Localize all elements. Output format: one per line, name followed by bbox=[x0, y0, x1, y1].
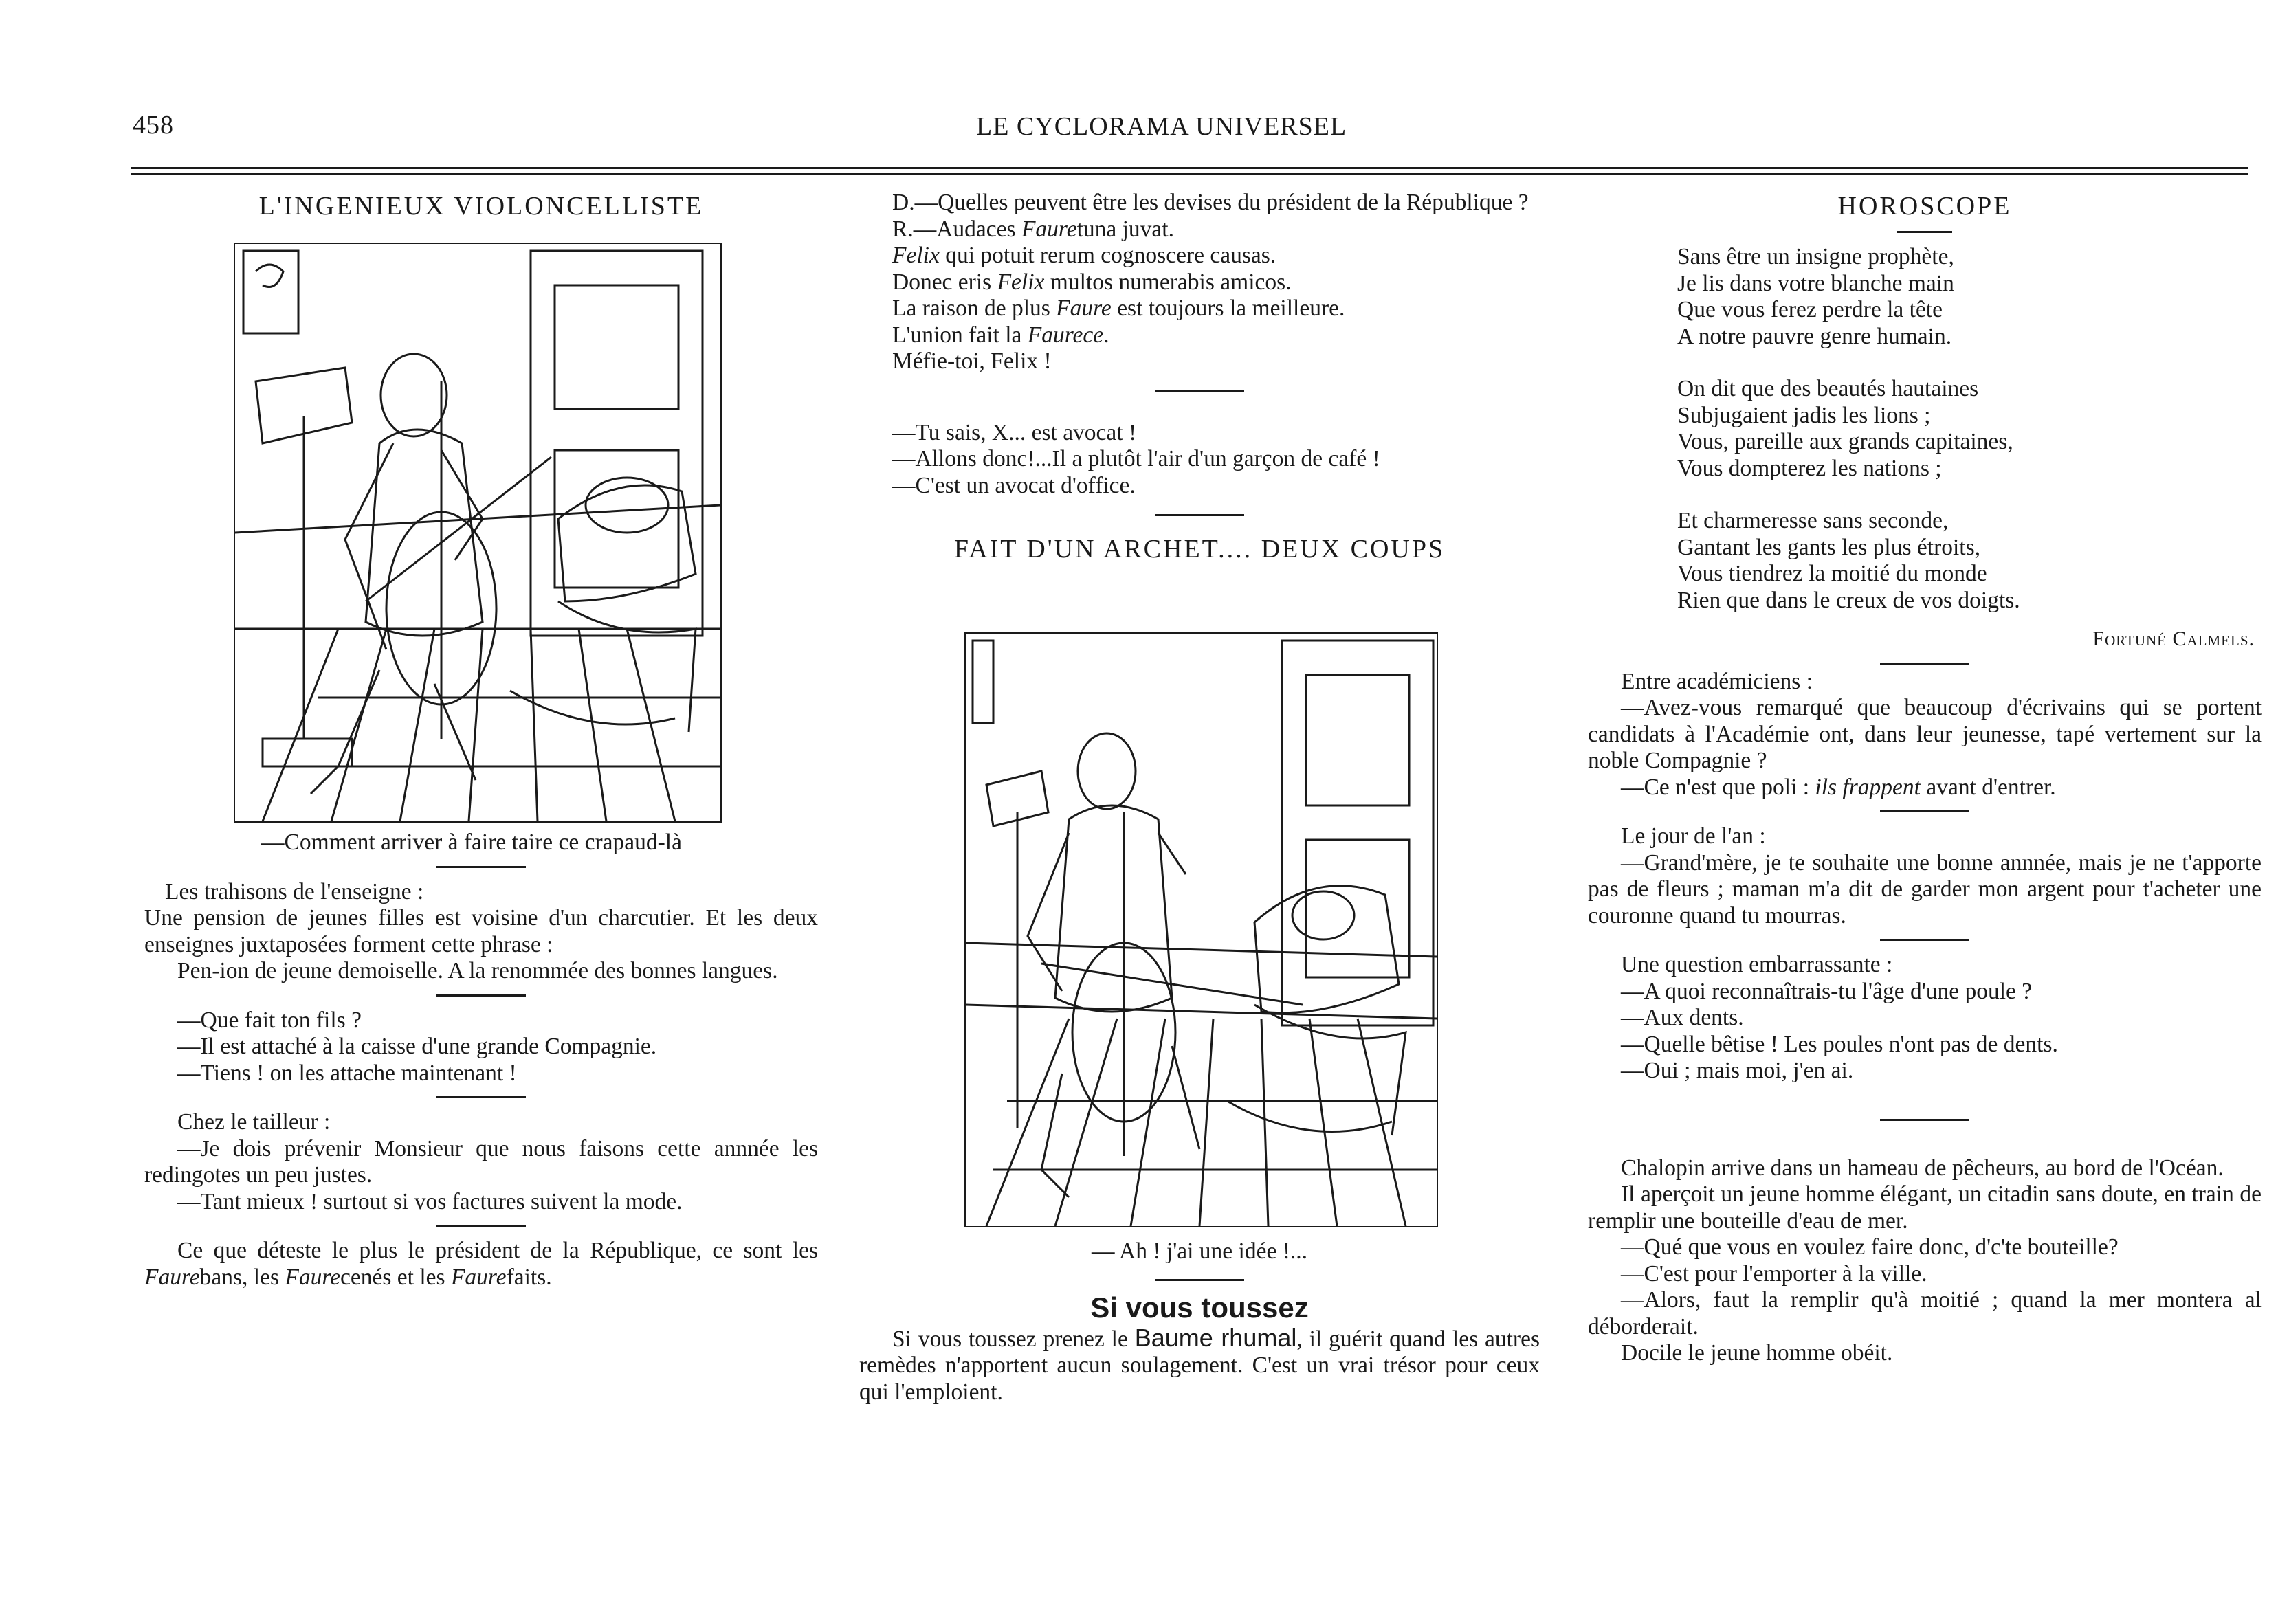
italic-run: Faure bbox=[450, 1264, 507, 1290]
verse-line: Gantant les gants les plus étroits, bbox=[1677, 534, 1981, 560]
dialogue-line bbox=[1588, 775, 2262, 801]
separator bbox=[436, 866, 526, 868]
paragraph: Chez le tailleur : bbox=[177, 1109, 331, 1135]
verse-line: Que vous ferez perdre la tête bbox=[1677, 297, 1943, 322]
middle-title: FAIT D'UN ARCHET.... DEUX COUPS bbox=[953, 535, 1446, 564]
separator bbox=[436, 1225, 526, 1227]
text-run: multos numerabis amicos. bbox=[1044, 269, 1292, 295]
verse-line bbox=[859, 243, 1540, 269]
italic-run: Faure bbox=[1056, 296, 1112, 321]
verse-line: Méfie-toi, Felix ! bbox=[892, 348, 1052, 374]
verse-line bbox=[859, 269, 1540, 296]
text-run: tuna juvat. bbox=[1076, 216, 1174, 242]
separator bbox=[1880, 939, 1969, 941]
paragraph: Les trahisons de l'enseigne : bbox=[165, 878, 424, 904]
verse-line: Subjugaient jadis les lions ; bbox=[1677, 402, 1931, 428]
dialogue-line: —Aux dents. bbox=[1621, 1005, 1744, 1030]
paragraph: Le jour de l'an : bbox=[1621, 823, 1766, 849]
journal-title: LE CYCLORAMA UNIVERSEL bbox=[976, 112, 1347, 141]
verse-line: A notre pauvre genre humain. bbox=[1677, 323, 1952, 349]
text-run: faits. bbox=[506, 1264, 552, 1290]
dialogue-line: —C'est un avocat d'office. bbox=[892, 472, 1136, 498]
horoscope-title: HOROSCOPE bbox=[1837, 192, 2012, 221]
dialogue-line: —Il est attaché à la caisse d'une grande Compagnie. bbox=[177, 1034, 657, 1059]
separator bbox=[1155, 1279, 1244, 1281]
header-rule-bottom bbox=[131, 173, 2248, 175]
paragraph: Docile le jeune homme obéit. bbox=[1621, 1340, 1893, 1366]
dialogue-line: —Qué que vous en voulez faire donc, d'c'te bouteille? bbox=[1621, 1234, 2119, 1260]
dialogue-line: —Tiens ! on les attache maintenant ! bbox=[177, 1060, 517, 1086]
paragraph: Une pension de jeunes filles est voisine d'un charcutier. Et les deux enseignes juxtaposées forment cette phrase : bbox=[144, 905, 818, 957]
dialogue-line: —C'est pour l'emporter à la ville. bbox=[1621, 1260, 1927, 1287]
poem bbox=[1588, 244, 2262, 614]
page-number: 458 bbox=[133, 111, 174, 140]
text-run: qui potuit rerum cognoscere causas. bbox=[939, 243, 1276, 268]
text-run: Donec eris bbox=[892, 269, 997, 295]
dialogue-line: —Quelle bêtise ! Les poules n'ont pas de dents. bbox=[1621, 1031, 2058, 1057]
cellist-illustration-1 bbox=[234, 243, 722, 823]
text-run: avant d'entrer. bbox=[1920, 774, 2056, 800]
text-run: cenés et les bbox=[340, 1264, 451, 1290]
separator bbox=[436, 994, 526, 997]
dialogue-line: —Je dois prévenir Monsieur que nous faisons cette annnée les redingotes un peu justes. bbox=[144, 1135, 818, 1188]
verse-line bbox=[859, 296, 1540, 322]
paragraph: Il aperçoit un jeune homme élégant, un citadin sans doute, en train de remplir une bouteille d'eau de mer. bbox=[1588, 1181, 2262, 1234]
paragraph: Une question embarrassante : bbox=[1621, 952, 1893, 977]
text-run: —Ce n'est que poli : bbox=[1621, 774, 1815, 800]
left-title: L'INGENIEUX VIOLONCELLISTE bbox=[258, 192, 704, 221]
dialogue-line: —Avez-vous remarqué que beaucoup d'écrivains qui se portent candidats à l'Académie ont, dans leur jeunesse, tapé vertement sur la noble Compagnie ? bbox=[1588, 695, 2262, 773]
dialogue-line: —A quoi reconnaîtrais-tu l'âge d'une poule ? bbox=[1621, 978, 2033, 1004]
cellist-drawing-2 bbox=[966, 634, 1437, 1226]
right-column bbox=[1588, 186, 2262, 1367]
middle-column-bottom bbox=[859, 1238, 1540, 1405]
text-run: R.—Audaces bbox=[892, 216, 1021, 242]
verse-line: On dit que des beautés hautaines bbox=[1677, 376, 1979, 401]
illustration-1-caption: —Comment arriver à faire taire ce crapaud-là bbox=[261, 830, 682, 855]
verse-line: Je lis dans votre blanche main bbox=[1677, 270, 1954, 296]
italic-run: Felix bbox=[997, 269, 1045, 295]
italic-run: Faure bbox=[144, 1264, 200, 1290]
dialogue-line: —Oui ; mais moi, j'en ai. bbox=[1621, 1058, 1854, 1083]
cellist-illustration-2 bbox=[964, 632, 1438, 1227]
italic-run: Faure bbox=[285, 1264, 341, 1290]
separator bbox=[1155, 514, 1244, 516]
separator bbox=[436, 1096, 526, 1098]
cellist-drawing-1 bbox=[235, 244, 720, 821]
stanza-gap bbox=[1677, 350, 2262, 376]
italic-run: Felix bbox=[892, 243, 940, 268]
dialogue-line: —Allons donc!...Il a plutôt l'air d'un garçon de café ! bbox=[892, 446, 1380, 471]
verse-line bbox=[859, 216, 1540, 243]
text-run: La raison de plus bbox=[892, 296, 1057, 321]
question: D.—Quelles peuvent être les devises du président de la République ? bbox=[892, 190, 1529, 215]
dialogue-line: —Alors, faut la remplir qu'à moitié ; quand la mer montera al déborderait. bbox=[1588, 1287, 2262, 1339]
dialogue-line: —Que fait ton fils ? bbox=[177, 1007, 362, 1033]
left-column-text bbox=[144, 830, 818, 1291]
text-run: est toujours la meilleure. bbox=[1111, 296, 1345, 321]
text-run: Ce que déteste le plus le président de la République, ce sont les bbox=[177, 1238, 818, 1263]
italic-run: Faurece bbox=[1027, 322, 1104, 348]
separator bbox=[1880, 810, 1969, 812]
advertisement-text bbox=[859, 1325, 1540, 1406]
paragraph: Entre académiciens : bbox=[1621, 668, 1813, 694]
header-rule-top bbox=[131, 167, 2248, 169]
verse-line: Et charmeresse sans seconde, bbox=[1677, 508, 1949, 533]
separator bbox=[1880, 1119, 1969, 1121]
left-column bbox=[144, 186, 818, 221]
verse-line: Vous, pareille aux grands capitaines, bbox=[1677, 429, 2013, 454]
text-run: . bbox=[1103, 322, 1109, 348]
verse-line: Sans être un insigne prophète, bbox=[1677, 244, 1954, 269]
dialogue-line: —Tant mieux ! surtout si vos factures suivent la mode. bbox=[177, 1188, 683, 1214]
italic-run: Faure bbox=[1021, 216, 1077, 242]
paragraph: Pen-ion de jeune demoiselle. A la renommée des bonnes langues. bbox=[177, 958, 778, 983]
italic-run: ils frappent bbox=[1815, 774, 1921, 800]
separator bbox=[1897, 231, 1952, 233]
dialogue-line: —Tu sais, X... est avocat ! bbox=[892, 419, 1137, 445]
advertisement-brand: Baume rhumal bbox=[1134, 1323, 1297, 1352]
text-run: Si vous toussez prenez le bbox=[892, 1326, 1135, 1352]
text-run: bans, les bbox=[199, 1264, 285, 1290]
text-run: L'union fait la bbox=[892, 322, 1028, 348]
advertisement-title: Si vous toussez bbox=[1090, 1291, 1309, 1324]
separator bbox=[1155, 390, 1244, 392]
paragraph: Chalopin arrive dans un hameau de pêcheurs, au bord de l'Océan. bbox=[1621, 1155, 2224, 1181]
middle-column-top bbox=[859, 190, 1540, 564]
illustration-2-caption: — Ah ! j'ai une idée !... bbox=[1092, 1238, 1307, 1264]
stanza-gap bbox=[1677, 482, 2262, 508]
separator bbox=[1880, 663, 1969, 665]
dialogue-line: —Grand'mère, je te souhaite une bonne annnée, mais je ne t'apporte pas de fleurs ; maman m'a dit de garder mon argent pour t'acheter une couronne quand tu mourras. bbox=[1588, 849, 2262, 928]
poem-signature: Fortuné Calmels. bbox=[2092, 627, 2255, 650]
verse-line: Vous tiendrez la moitié du monde bbox=[1677, 561, 1987, 586]
text-run: , il guérit quand les autres remèdes n'apportent aucun soulagement. C'est un vrai trésor pour ceux qui l'emploient. bbox=[859, 1326, 1540, 1405]
verse-line: Rien que dans le creux de vos doigts. bbox=[1677, 587, 2020, 613]
verse-line bbox=[859, 322, 1540, 349]
verse-line: Vous dompterez les nations ; bbox=[1677, 455, 1942, 481]
paragraph bbox=[144, 1238, 818, 1291]
